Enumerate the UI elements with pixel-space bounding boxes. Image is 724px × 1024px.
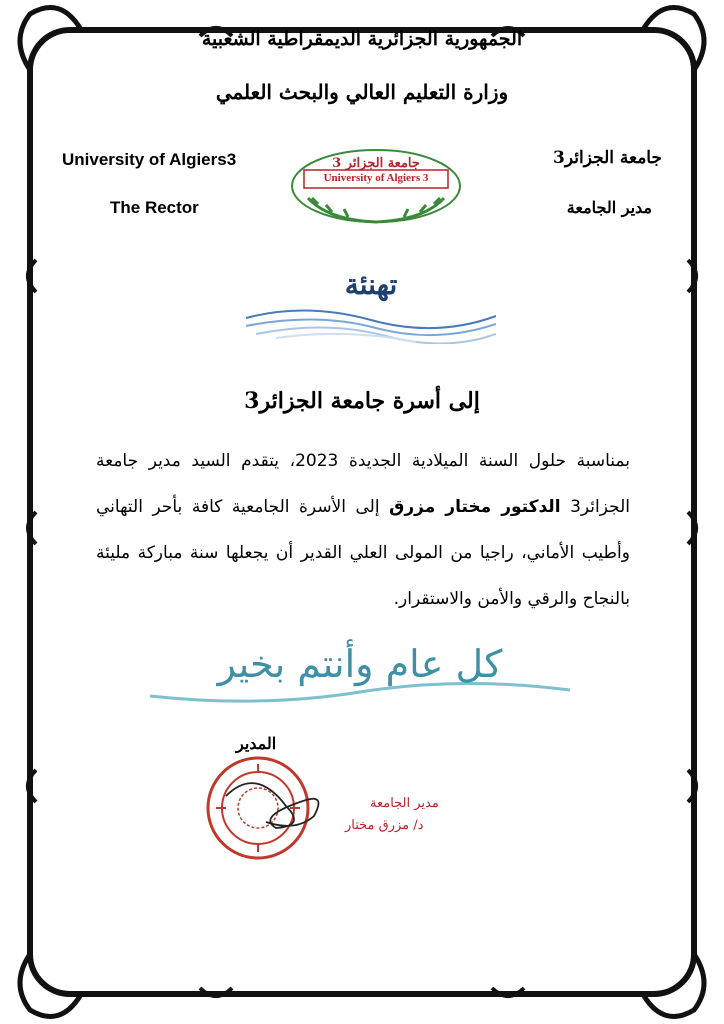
new-year-wish-banner xyxy=(140,630,580,710)
stamp-title: مدير الجامعة xyxy=(370,796,439,811)
university-name-en: University of Algiers3 xyxy=(62,150,237,169)
new-year-wish: كل عام وأنتم بخير xyxy=(217,642,503,686)
director-label: المدير xyxy=(236,734,277,753)
congratulations-title: تهنئة xyxy=(344,268,398,301)
university-name-ar: جامعة الجزائر3 xyxy=(553,148,662,168)
logo-label-en: University of Algiers 3 xyxy=(323,172,429,184)
director-name: الدكتور مختار مزرق xyxy=(389,497,561,517)
logo-label-ar: جامعة الجزائر 3 xyxy=(332,156,420,171)
republic-heading: الجمهورية الجزائرية الديمقراطية الشعبية xyxy=(201,28,523,50)
official-stamp xyxy=(196,756,416,866)
congratulations-banner xyxy=(246,262,496,344)
message-part-1: بمناسبة حلول السنة الميلادية الجديدة 2023، يتقدم السيد مدير جامعة الجزائر3 xyxy=(96,451,630,517)
message-body xyxy=(96,438,630,622)
addressee-line: إلى أسرة جامعة الجزائر3 xyxy=(244,388,480,414)
rector-title-en: The Rector xyxy=(110,198,199,217)
stamp-name: د/ مزرق مختار xyxy=(345,818,424,833)
university-logo xyxy=(288,148,464,228)
seal-icon xyxy=(196,756,416,866)
rector-title-ar: مدير الجامعة xyxy=(566,198,652,217)
message-part-2: إلى الأسرة الجامعية كافة بأحر التهاني وأطيب الأماني، راجيا من المولى العلي القدير أن يجعلها سنة مباركة مليئة بالنجاح والرقي والأمن والاستقرار. xyxy=(96,497,630,609)
ministry-heading: وزارة التعليم العالي والبحث العلمي xyxy=(215,80,509,104)
